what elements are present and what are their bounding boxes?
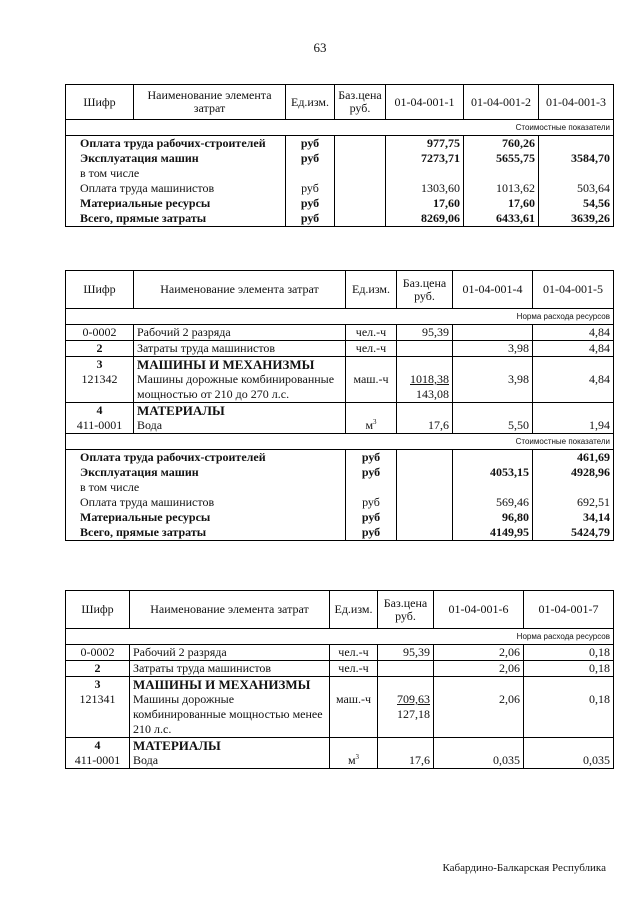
table-cell: МАШИНЫ И МЕХАНИЗМЫ <box>130 677 330 693</box>
header-col-3: 01-04-001-3 <box>539 85 614 120</box>
table-cell <box>397 495 453 510</box>
header-col-1: 01-04-001-1 <box>386 85 464 120</box>
header-name: Наименование элемента затрат <box>134 85 286 120</box>
table-cell: 2,06 <box>434 661 524 677</box>
table-cell: 17,60 <box>464 196 539 211</box>
table-row <box>66 181 614 196</box>
table-cell: 692,51 <box>533 495 614 510</box>
table-cell: руб <box>286 196 335 211</box>
header-unit: Ед.изм. <box>330 591 378 629</box>
table-cell: Материальные ресурсы <box>66 510 346 525</box>
table-cell <box>453 357 533 373</box>
header-name: Наименование элемента затрат <box>130 591 330 629</box>
table-cell: Рабочий 2 разряда <box>130 645 330 661</box>
section-label: Стоимостные показатели <box>66 434 614 450</box>
table-cell <box>533 357 614 373</box>
section-row <box>66 120 614 136</box>
table-row <box>66 525 614 541</box>
table-cell <box>346 403 397 419</box>
table-cell <box>378 692 434 738</box>
table-cell: 1,94 <box>533 418 614 434</box>
header-unit: Ед.изм. <box>346 271 397 309</box>
table-cell: руб <box>286 136 335 152</box>
table-cell <box>533 480 614 495</box>
table-cell <box>397 450 453 466</box>
table-cell <box>330 753 378 769</box>
table-row <box>66 677 614 693</box>
table-cell <box>539 136 614 152</box>
table-cell <box>378 738 434 754</box>
table-cell: руб <box>286 211 335 227</box>
table-cell <box>397 403 453 419</box>
table-cell <box>397 480 453 495</box>
cost-table-1 <box>65 84 614 227</box>
table-cell: 1013,62 <box>464 181 539 196</box>
header-col-2: 01-04-001-7 <box>524 591 614 629</box>
unit-superscript: 3 <box>373 418 377 426</box>
table-row <box>66 372 614 403</box>
table-cell: в том числе <box>66 480 346 495</box>
table-row <box>66 325 614 341</box>
table-row <box>66 196 614 211</box>
table-cell: руб <box>346 525 397 541</box>
table-row <box>66 510 614 525</box>
table-cell <box>378 661 434 677</box>
table-cell: 4149,95 <box>453 525 533 541</box>
table-cell <box>434 738 524 754</box>
table-cell: Эксплуатация машин <box>66 151 286 166</box>
table-cell: 3639,26 <box>539 211 614 227</box>
table-cell: Оплата труда рабочих-строителей <box>66 136 286 152</box>
table-cell: 760,26 <box>464 136 539 152</box>
table-row <box>66 166 614 181</box>
table-cell <box>397 357 453 373</box>
table-header-row <box>66 591 614 629</box>
table-cell: 977,75 <box>386 136 464 152</box>
section-label: Норма расхода ресурсов <box>66 309 614 325</box>
table-cell: Машины дорожные комбинированные мощностью от 210 до 270 л.с. <box>134 372 346 403</box>
table-cell: руб <box>346 450 397 466</box>
table-cell: Рабочий 2 разряда <box>134 325 346 341</box>
header-col-1: 01-04-001-6 <box>434 591 524 629</box>
table-cell <box>335 211 386 227</box>
table-cell: 2,06 <box>434 692 524 738</box>
header-price: Баз.цена руб. <box>335 85 386 120</box>
table-cell: 96,80 <box>453 510 533 525</box>
table-cell <box>335 151 386 166</box>
header-price: Баз.цена руб. <box>378 591 434 629</box>
table-cell: 17,6 <box>397 418 453 434</box>
table-cell: 0,035 <box>524 753 614 769</box>
header-unit: Ед.изм. <box>286 85 335 120</box>
header-code: Шифр <box>66 85 134 120</box>
table-cell <box>378 677 434 693</box>
section-row <box>66 309 614 325</box>
table-cell <box>397 465 453 480</box>
table-row <box>66 136 614 152</box>
table-row <box>66 418 614 434</box>
table-cell: 4928,96 <box>533 465 614 480</box>
table-cell <box>539 166 614 181</box>
header-name: Наименование элемента затрат <box>134 271 346 309</box>
table-row <box>66 753 614 769</box>
table-cell <box>464 166 539 181</box>
table-row <box>66 151 614 166</box>
header-col-1: 01-04-001-4 <box>453 271 533 309</box>
table-cell <box>286 166 335 181</box>
unit-superscript: 3 <box>355 753 360 761</box>
table-cell: Машины дорожные комбинированные мощностью менее 210 л.с. <box>130 692 330 738</box>
table-cell <box>397 510 453 525</box>
table-cell: 6433,61 <box>464 211 539 227</box>
table-row <box>66 465 614 480</box>
table-cell: Всего, прямые затраты <box>66 211 286 227</box>
table-cell: МАТЕРИАЛЫ <box>130 738 330 754</box>
table-cell <box>397 372 453 403</box>
table-cell: Вода <box>130 753 330 769</box>
table-cell: маш.-ч <box>330 692 378 738</box>
table-cell: 54,56 <box>539 196 614 211</box>
section-row <box>66 434 614 450</box>
header-code: Шифр <box>66 591 130 629</box>
table-cell <box>453 480 533 495</box>
table-cell: Всего, прямые затраты <box>66 525 346 541</box>
table-row <box>66 495 614 510</box>
table-cell: 7273,71 <box>386 151 464 166</box>
table-cell <box>453 450 533 466</box>
table-cell <box>346 357 397 373</box>
table-cell: 17,60 <box>386 196 464 211</box>
table-cell <box>330 677 378 693</box>
table-cell: МАШИНЫ И МЕХАНИЗМЫ <box>134 357 346 373</box>
table-cell: 0-0002 <box>66 325 134 341</box>
table-cell <box>453 403 533 419</box>
table-row <box>66 738 614 754</box>
table-cell: 0,035 <box>434 753 524 769</box>
table-cell: 411-0001 <box>66 418 134 434</box>
table-cell: 0,18 <box>524 661 614 677</box>
table-cell: 17,6 <box>378 753 434 769</box>
table-cell <box>524 738 614 754</box>
table-cell: чел.-ч <box>346 341 397 357</box>
table-cell: руб <box>346 465 397 480</box>
header-price: Баз.цена руб. <box>397 271 453 309</box>
page-number: 63 <box>313 40 327 55</box>
base-price: 709,63 <box>397 692 430 706</box>
table-cell: 3,98 <box>453 372 533 403</box>
table-row <box>66 450 614 466</box>
table-cell: чел.-ч <box>346 325 397 341</box>
unit-text: м <box>365 418 374 432</box>
table-cell: 569,46 <box>453 495 533 510</box>
table-cell <box>335 166 386 181</box>
table-row <box>66 357 614 373</box>
table-cell: 2 <box>66 661 130 677</box>
table-cell <box>346 418 397 434</box>
table-cell: 95,39 <box>397 325 453 341</box>
table-header-row <box>66 85 614 120</box>
cost-table-2 <box>65 270 614 541</box>
table-cell: 411-0001 <box>66 753 130 769</box>
table-cell: в том числе <box>66 166 286 181</box>
table-cell <box>434 677 524 693</box>
table-cell: 5655,75 <box>464 151 539 166</box>
table-cell <box>335 181 386 196</box>
base-price: 1018,38 <box>410 372 449 386</box>
table-row <box>66 480 614 495</box>
table-cell: 0,18 <box>524 692 614 738</box>
table-cell: 0,18 <box>524 645 614 661</box>
table-cell: 4,84 <box>533 372 614 403</box>
table-cell: руб <box>286 181 335 196</box>
table-cell: 4 <box>66 403 134 419</box>
table-cell: 503,64 <box>539 181 614 196</box>
table-cell: руб <box>346 510 397 525</box>
table-row <box>66 661 614 677</box>
table-cell: 2,06 <box>434 645 524 661</box>
table-cell: руб <box>286 151 335 166</box>
table-cell <box>335 196 386 211</box>
table-cell: 0-0002 <box>66 645 130 661</box>
table-cell: 4,84 <box>533 325 614 341</box>
table-cell <box>533 403 614 419</box>
table-cell: 4,84 <box>533 341 614 357</box>
table-cell <box>397 341 453 357</box>
table-cell: Эксплуатация машин <box>66 465 346 480</box>
table-cell: 3,98 <box>453 341 533 357</box>
table-cell <box>330 738 378 754</box>
table-cell: 95,39 <box>378 645 434 661</box>
table-cell: 8269,06 <box>386 211 464 227</box>
table-cell: 1303,60 <box>386 181 464 196</box>
table-cell: 5424,79 <box>533 525 614 541</box>
table-cell <box>335 136 386 152</box>
table-cell <box>397 525 453 541</box>
header-col-2: 01-04-001-5 <box>533 271 614 309</box>
table-cell: МАТЕРИАЛЫ <box>134 403 346 419</box>
table-cell: 3 <box>66 357 134 373</box>
header-code: Шифр <box>66 271 134 309</box>
table-cell: Материальные ресурсы <box>66 196 286 211</box>
table-cell <box>524 677 614 693</box>
table-cell: 3584,70 <box>539 151 614 166</box>
table-cell: 121342 <box>66 372 134 403</box>
table-cell: Вода <box>134 418 346 434</box>
table-cell: Затраты труда машинистов <box>130 661 330 677</box>
unit-text: м <box>347 753 356 767</box>
table-cell: 461,69 <box>533 450 614 466</box>
table-cell: Оплата труда машинистов <box>66 181 286 196</box>
table-row <box>66 403 614 419</box>
section-row <box>66 629 614 645</box>
table-cell: Затраты труда машинистов <box>134 341 346 357</box>
machinist-wage: 143,08 <box>416 387 449 401</box>
table-row <box>66 645 614 661</box>
section-label: Норма расхода ресурсов <box>66 629 614 645</box>
header-col-2: 01-04-001-2 <box>464 85 539 120</box>
footer-region: Кабардино-Балкарская Республика <box>442 862 606 874</box>
table-cell: 121341 <box>66 692 130 738</box>
table-cell: чел.-ч <box>330 645 378 661</box>
cost-table-3 <box>65 590 614 769</box>
table-cell <box>453 325 533 341</box>
table-cell: 4053,15 <box>453 465 533 480</box>
table-row <box>66 692 614 738</box>
table-cell: 5,50 <box>453 418 533 434</box>
section-label: Стоимостные показатели <box>66 120 614 136</box>
machinist-wage: 127,18 <box>397 707 430 721</box>
table-header-row <box>66 271 614 309</box>
table-cell: 4 <box>66 738 130 754</box>
table-cell: чел.-ч <box>330 661 378 677</box>
table-cell <box>346 480 397 495</box>
table-row <box>66 211 614 227</box>
table-cell: Оплата труда машинистов <box>66 495 346 510</box>
table-cell: 34,14 <box>533 510 614 525</box>
table-cell: руб <box>346 495 397 510</box>
table-cell: маш.-ч <box>346 372 397 403</box>
table-cell: 3 <box>66 677 130 693</box>
table-cell: 2 <box>66 341 134 357</box>
table-cell: Оплата труда рабочих-строителей <box>66 450 346 466</box>
table-row <box>66 341 614 357</box>
table-cell <box>386 166 464 181</box>
